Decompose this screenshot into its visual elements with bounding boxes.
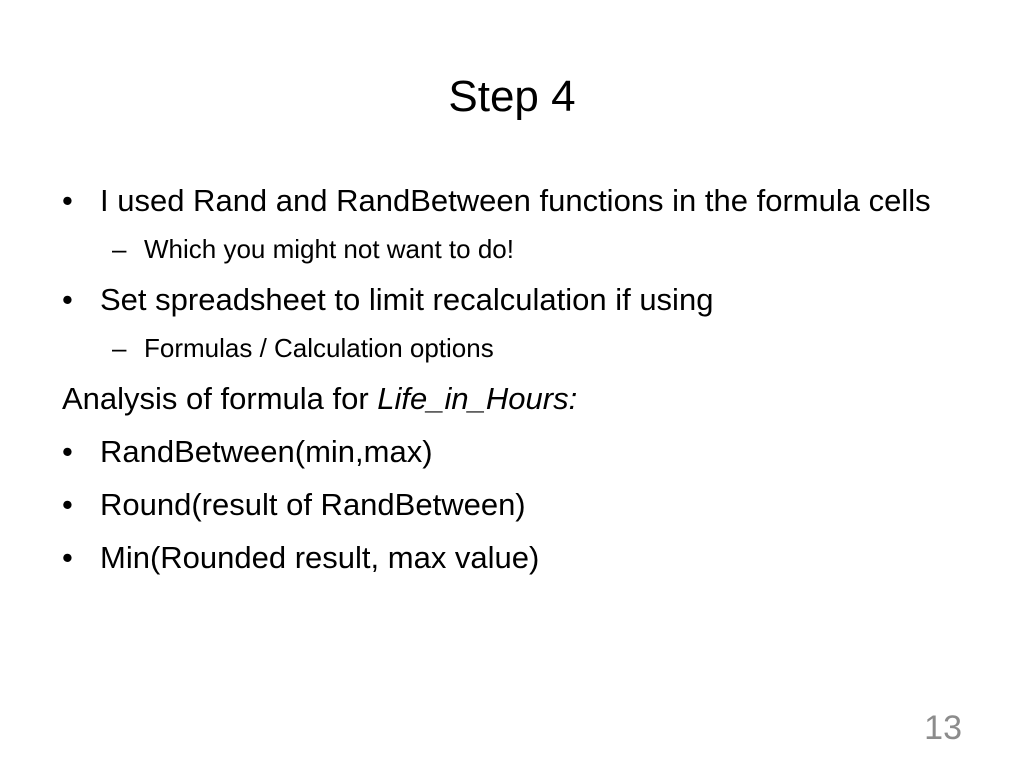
bullet-item <box>62 431 942 473</box>
bullet-icon: • <box>62 282 73 317</box>
analysis-heading-text: Analysis of formula for <box>62 381 378 416</box>
analysis-heading <box>62 378 942 420</box>
sub-bullet-item <box>62 330 942 366</box>
bullet-item <box>62 537 942 579</box>
dash-icon: – <box>112 333 127 363</box>
sub-bullet-text: Formulas / Calculation options <box>144 333 494 363</box>
bullet-text: Round(result of RandBetween) <box>100 487 526 522</box>
bullet-text: Min(Rounded result, max value) <box>100 540 540 575</box>
slide-content <box>62 180 942 590</box>
bullet-text: RandBetween(min,max) <box>100 434 433 469</box>
bullet-icon: • <box>62 434 73 469</box>
dash-icon: – <box>112 234 127 264</box>
page-number: 13 <box>924 709 962 747</box>
bullet-icon: • <box>62 487 73 522</box>
slide-title: Step 4 <box>448 72 576 121</box>
sub-bullet-text: Which you might not want to do! <box>144 234 514 264</box>
sub-bullet-item <box>62 231 942 267</box>
bullet-item <box>62 180 942 222</box>
bullet-text: I used Rand and RandBetween functions in the formula cells <box>100 183 931 218</box>
bullet-icon: • <box>62 540 73 575</box>
bullet-text: Set spreadsheet to limit recalculation if using <box>100 282 714 317</box>
bullet-icon: • <box>62 183 73 218</box>
bullet-item <box>62 279 942 321</box>
analysis-heading-emphasis: Life_in_Hours: <box>377 381 578 416</box>
bullet-item <box>62 484 942 526</box>
